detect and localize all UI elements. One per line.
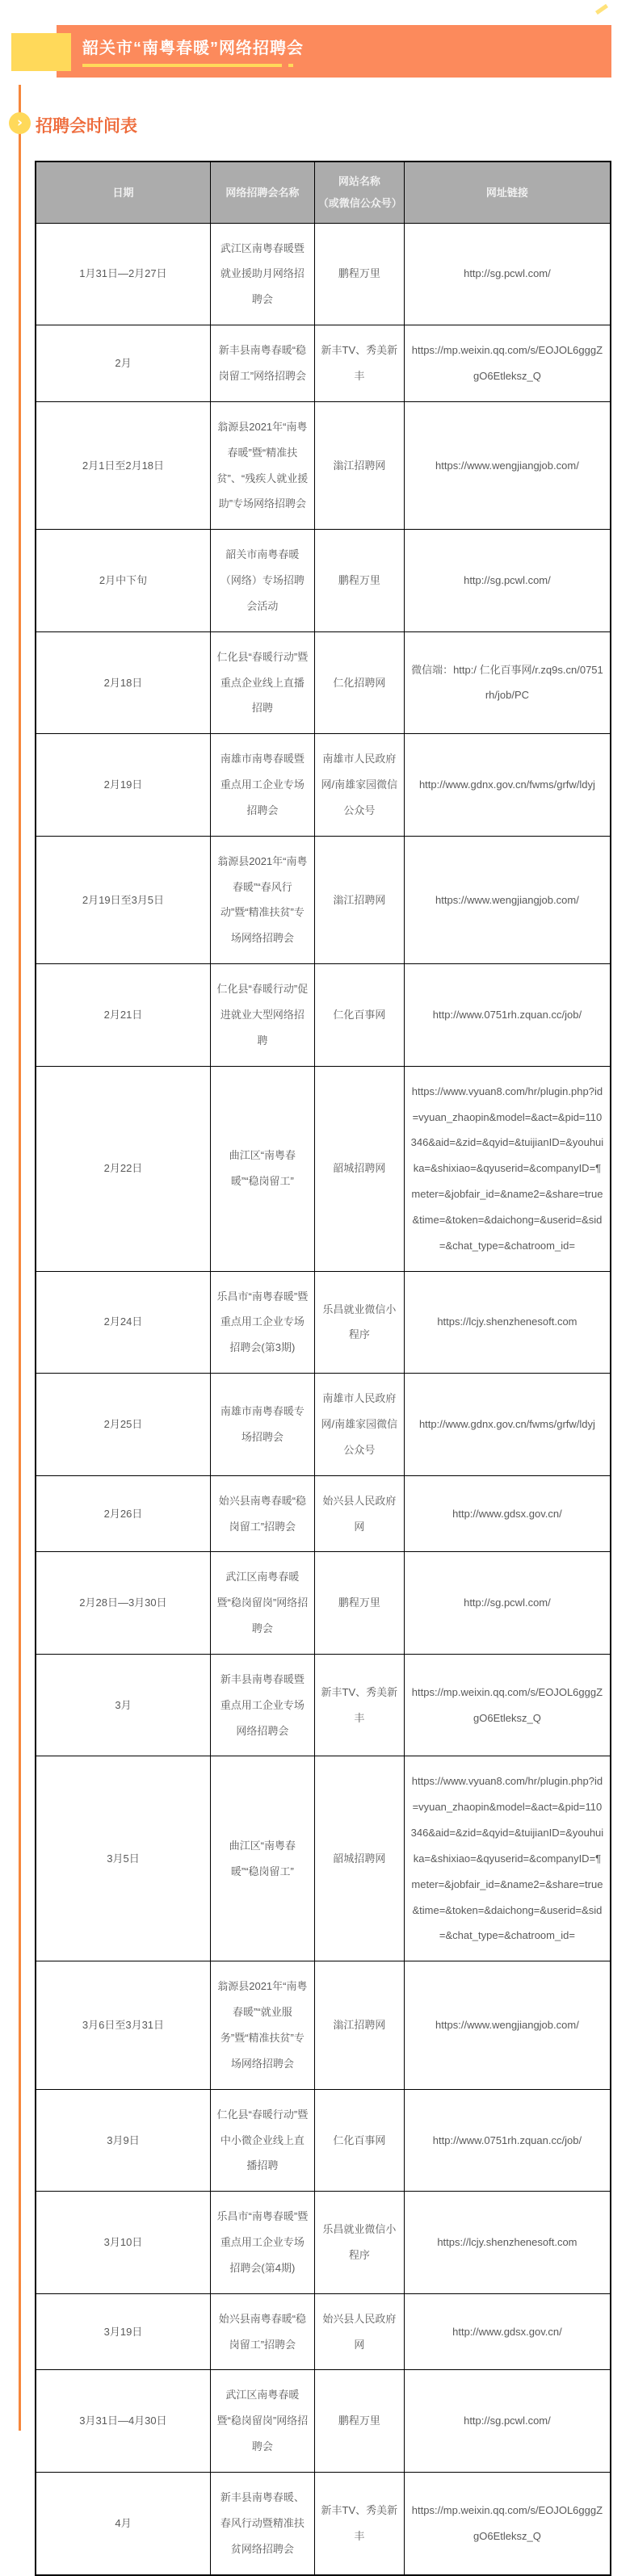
url-cell: https://www.wengjiangjob.com/ <box>404 836 611 963</box>
url-cell: https://www.wengjiangjob.com/ <box>404 1961 611 2089</box>
url-cell: https://www.vyuan8.com/hr/plugin.php?id=vyuan_zhaopin&model=&act=&pid=110346&aid=&zid=&qyid=&tuijianID=&youhuika=&shixiao=&qyuserid=&companyID=¶meter=&jobfair_id=&name2=&share=true&time=&token=&daichong=&userid=&sid=&chat_type=&chatroom_id= <box>404 1066 611 1271</box>
site-name-cell: 乐昌就业微信小程序 <box>314 2192 404 2294</box>
column-header-fair-name: 网络招聘会名称 <box>210 162 314 223</box>
site-name-cell: 韶城招聘网 <box>314 1756 404 1961</box>
site-name-cell: 滃江招聘网 <box>314 836 404 963</box>
date-cell: 4月 <box>36 2472 210 2574</box>
url-cell: http://sg.pcwl.com/ <box>404 530 611 632</box>
fair-name-cell: 新丰县南粤春暖、春风行动暨精准扶贫网络招聘会 <box>210 2472 314 2574</box>
site-name-cell: 南雄市人民政府网/南雄家园微信公众号 <box>314 734 404 837</box>
url-cell: http://www.0751rh.zquan.cc/job/ <box>404 964 611 1067</box>
url-cell: http://www.gdnx.gov.cn/fwms/grfw/ldyj <box>404 1374 611 1476</box>
date-cell: 2月24日 <box>36 1271 210 1374</box>
banner-underline-dot <box>288 64 293 67</box>
fair-name-cell: 乐昌市“南粤春暖”暨重点用工企业专场招聘会(第4期) <box>210 2192 314 2294</box>
date-cell: 2月1日至2月18日 <box>36 401 210 529</box>
date-cell: 3月5日 <box>36 1756 210 1961</box>
chevron-right-icon: › <box>16 115 23 131</box>
table-row <box>36 325 611 402</box>
corner-accent-dash <box>595 4 608 15</box>
column-header-site-name-line1: 网站名称 <box>338 175 380 187</box>
site-name-cell: 乐昌就业微信小程序 <box>314 1271 404 1374</box>
table-row <box>36 734 611 837</box>
fair-name-cell: 曲江区“南粤春暖”“稳岗留工” <box>210 1756 314 1961</box>
section-rail-line <box>19 85 21 2431</box>
table-row <box>36 2293 611 2370</box>
date-cell: 2月28日—3月30日 <box>36 1552 210 1655</box>
site-name-cell: 鹏程万里 <box>314 223 404 325</box>
url-cell: http://www.gdnx.gov.cn/fwms/grfw/ldyj <box>404 734 611 837</box>
fair-name-cell: 翁源县2021年“南粤春暖”“春风行动”暨“精准扶贫”专场网络招聘会 <box>210 836 314 963</box>
site-name-cell: 鹏程万里 <box>314 2370 404 2473</box>
url-cell: https://mp.weixin.qq.com/s/EOJOL6gggZgO6Etleksz_Q <box>404 2472 611 2574</box>
column-header-url: 网址链接 <box>404 162 611 223</box>
fair-name-cell: 武江区南粤春暖暨“稳岗留岗”网络招聘会 <box>210 2370 314 2473</box>
header-row <box>36 162 611 223</box>
date-cell: 2月19日 <box>36 734 210 837</box>
fair-name-cell: 曲江区“南粤春暖”“稳岗留工” <box>210 1066 314 1271</box>
site-name-cell: 新丰TV、秀美新丰 <box>314 1654 404 1756</box>
url-cell: https://www.vyuan8.com/hr/plugin.php?id=vyuan_zhaopin&model=&act=&pid=110346&aid=&zid=&qyid=&tuijianID=&youhuika=&shixiao=&qyuserid=&companyID=¶meter=&jobfair_id=&name2=&share=true&time=&token=&daichong=&userid=&sid=&chat_type=&chatroom_id= <box>404 1756 611 1961</box>
fair-name-cell: 南雄市南粤春暖专场招聘会 <box>210 1374 314 1476</box>
table-row <box>36 1475 611 1552</box>
fair-name-cell: 武江区南粤春暖暨“稳岗留岗”网络招聘会 <box>210 1552 314 1655</box>
table-row <box>36 1654 611 1756</box>
url-cell: http://sg.pcwl.com/ <box>404 1552 611 1655</box>
site-name-cell: 仁化百事网 <box>314 964 404 1067</box>
fair-name-cell: 新丰县南粤春暖“稳岗留工”网络招聘会 <box>210 325 314 402</box>
banner-accent-square <box>11 33 71 71</box>
table-row <box>36 1756 611 1961</box>
schedule-table-body <box>36 223 611 2574</box>
url-cell: http://www.0751rh.zquan.cc/job/ <box>404 2089 611 2192</box>
table-row <box>36 1552 611 1655</box>
table-row <box>36 964 611 1067</box>
table-row <box>36 1271 611 1374</box>
date-cell: 3月 <box>36 1654 210 1756</box>
url-cell: http://sg.pcwl.com/ <box>404 223 611 325</box>
schedule-table <box>35 161 611 2576</box>
site-name-cell: 滃江招聘网 <box>314 1961 404 2089</box>
site-name-cell: 韶城招聘网 <box>314 1066 404 1271</box>
site-name-cell: 始兴县人民政府网 <box>314 2293 404 2370</box>
site-name-cell: 滃江招聘网 <box>314 401 404 529</box>
url-cell: https://mp.weixin.qq.com/s/EOJOL6gggZgO6Etleksz_Q <box>404 1654 611 1756</box>
section-title: 招聘会时间表 <box>36 117 137 136</box>
url-cell: 微信端：http:/ 仁化百事网/r.zq9s.cn/0751rh/job/PC <box>404 631 611 734</box>
fair-name-cell: 武江区南粤春暖暨就业援助月网络招聘会 <box>210 223 314 325</box>
table-row <box>36 1961 611 2089</box>
table-row <box>36 631 611 734</box>
fair-name-cell: 翁源县2021年“南粤春暖”暨“精准扶贫”、“残疾人就业援助”专场网络招聘会 <box>210 401 314 529</box>
site-name-cell: 仁化招聘网 <box>314 631 404 734</box>
site-name-cell: 新丰TV、秀美新丰 <box>314 2472 404 2574</box>
url-cell: http://www.gdsx.gov.cn/ <box>404 2293 611 2370</box>
fair-name-cell: 翁源县2021年“南粤春暖”“就业服务”暨“精准扶贫”专场网络招聘会 <box>210 1961 314 2089</box>
date-cell: 2月18日 <box>36 631 210 734</box>
date-cell: 3月10日 <box>36 2192 210 2294</box>
date-cell: 2月 <box>36 325 210 402</box>
section-bullet-marker <box>9 112 31 134</box>
date-cell: 3月19日 <box>36 2293 210 2370</box>
site-name-cell: 鹏程万里 <box>314 1552 404 1655</box>
fair-name-cell: 始兴县南粤春暖“稳岗留工”招聘会 <box>210 1475 314 1552</box>
page-title: 韶关市“南粤春暖”网络招聘会 <box>82 40 304 57</box>
table-row <box>36 836 611 963</box>
table-row <box>36 2192 611 2294</box>
table-row <box>36 1066 611 1271</box>
fair-name-cell: 仁化县“春暖行动”暨中小微企业线上直播招聘 <box>210 2089 314 2192</box>
site-name-cell: 新丰TV、秀美新丰 <box>314 325 404 402</box>
fair-name-cell: 南雄市南粤春暖暨重点用工企业专场招聘会 <box>210 734 314 837</box>
column-header-site-name-line2: （或微信公众号） <box>317 197 402 210</box>
column-header-date: 日期 <box>36 162 210 223</box>
fair-name-cell: 新丰县南粤春暖暨重点用工企业专场网络招聘会 <box>210 1654 314 1756</box>
banner-underline <box>82 64 282 67</box>
page-banner <box>57 25 611 78</box>
date-cell: 3月9日 <box>36 2089 210 2192</box>
url-cell: http://www.gdsx.gov.cn/ <box>404 1475 611 1552</box>
date-cell: 2月19日至3月5日 <box>36 836 210 963</box>
table-row <box>36 2370 611 2473</box>
table-row <box>36 2089 611 2192</box>
column-header-site-name <box>314 162 404 223</box>
table-row <box>36 401 611 529</box>
table-row <box>36 530 611 632</box>
url-cell: https://mp.weixin.qq.com/s/EOJOL6gggZgO6Etleksz_Q <box>404 325 611 402</box>
date-cell: 2月26日 <box>36 1475 210 1552</box>
url-cell: https://lcjy.shenzhenesoft.com <box>404 1271 611 1374</box>
date-cell: 2月21日 <box>36 964 210 1067</box>
date-cell: 1月31日—2月27日 <box>36 223 210 325</box>
site-name-cell: 南雄市人民政府网/南雄家园微信公众号 <box>314 1374 404 1476</box>
site-name-cell: 始兴县人民政府网 <box>314 1475 404 1552</box>
table-row <box>36 1374 611 1476</box>
fair-name-cell: 始兴县南粤春暖“稳岗留工”招聘会 <box>210 2293 314 2370</box>
date-cell: 2月中下旬 <box>36 530 210 632</box>
fair-name-cell: 乐昌市“南粤春暖”暨重点用工企业专场招聘会(第3期) <box>210 1271 314 1374</box>
table-row <box>36 2472 611 2574</box>
url-cell: https://www.wengjiangjob.com/ <box>404 401 611 529</box>
fair-name-cell: 韶关市南粤春暖（网络）专场招聘会活动 <box>210 530 314 632</box>
date-cell: 3月31日—4月30日 <box>36 2370 210 2473</box>
fair-name-cell: 仁化县“春暖行动”促进就业大型网络招聘 <box>210 964 314 1067</box>
fair-name-cell: 仁化县“春暖行动”暨重点企业线上直播招聘 <box>210 631 314 734</box>
date-cell: 2月22日 <box>36 1066 210 1271</box>
url-cell: http://sg.pcwl.com/ <box>404 2370 611 2473</box>
url-cell: https://lcjy.shenzhenesoft.com <box>404 2192 611 2294</box>
site-name-cell: 仁化百事网 <box>314 2089 404 2192</box>
schedule-table-header <box>36 162 611 223</box>
table-row <box>36 223 611 325</box>
date-cell: 3月6日至3月31日 <box>36 1961 210 2089</box>
date-cell: 2月25日 <box>36 1374 210 1476</box>
site-name-cell: 鹏程万里 <box>314 530 404 632</box>
